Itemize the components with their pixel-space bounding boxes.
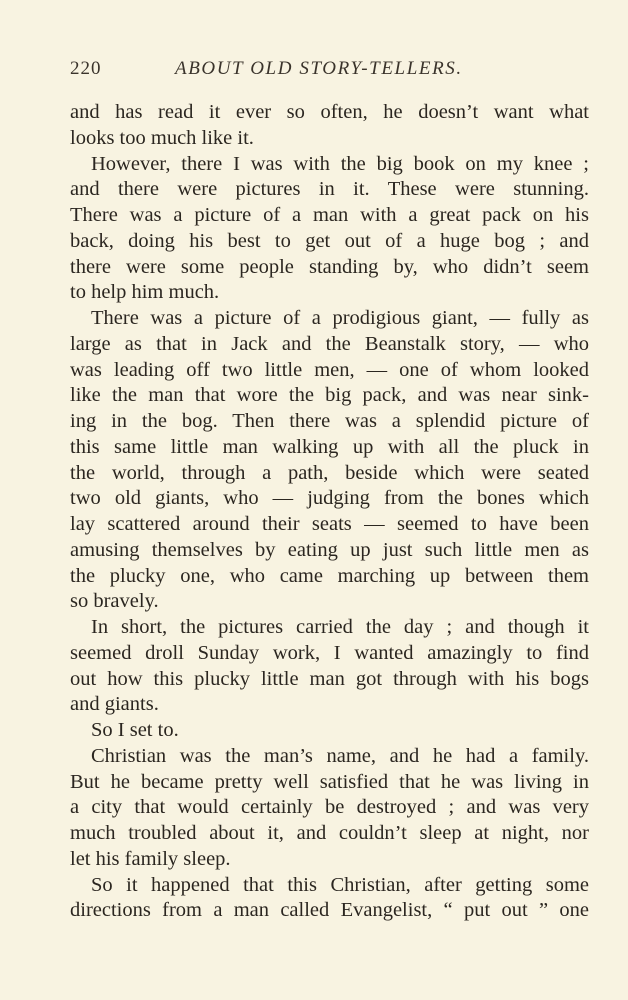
text-line: a city that would certainly be destroyed ; and was very [70, 796, 589, 819]
paragraph-first-line: Christian was the man’s name, and he had a family. [91, 744, 589, 767]
text-line: out how this plucky little man got through with his bogs [70, 667, 589, 690]
text-line: and has read it ever so often, he doesn’t want what [70, 101, 589, 123]
text-line: lay scattered around their seats — seemed to have been [70, 513, 589, 535]
text-line: and giants. [70, 693, 159, 716]
text-line: there were some people standing by, who didn’t seem [70, 255, 589, 278]
text-line: and there were pictures in it. These were stunning. [70, 178, 589, 201]
text-line: seemed droll Sunday work, I wanted amazingly to find [70, 641, 589, 664]
page-header [70, 56, 589, 82]
text-line: amusing themselves by eating up just such little men as [70, 538, 589, 561]
page-number: 220 [70, 58, 102, 79]
paragraph-first-line: There was a picture of a prodigious giant, — fully as [91, 307, 589, 329]
text-line: was leading off two little men, — one of whom looked [70, 358, 589, 381]
text-line: back, doing his best to get out of a huge bog ; and [70, 229, 589, 252]
text-line: two old giants, who — judging from the bones which [70, 487, 589, 510]
running-head: ABOUT OLD STORY-TELLERS. [175, 58, 463, 79]
paragraph-first-line: So I set to. [91, 719, 179, 741]
paragraph-first-line: However, there I was with the big book on my knee ; [91, 152, 589, 175]
text-line: this same little man walking up with all the pluck in [70, 435, 589, 458]
text-line: There was a picture of a man with a great pack on his [70, 204, 589, 226]
text-line: the plucky one, who came marching up between them [70, 564, 589, 587]
paragraph-first-line: In short, the pictures carried the day ; and though it [91, 616, 589, 638]
text-line: much troubled about it, and couldn’t sleep at night, nor [70, 822, 589, 844]
text-line: to help him much. [70, 281, 220, 304]
text-line: so bravely. [70, 590, 159, 613]
text-line: the world, through a path, beside which were seated [70, 461, 589, 484]
text-line: like the man that wore the big pack, and was near sink- [70, 384, 589, 407]
paragraph-first-line: So it happened that this Christian, after getting some [91, 873, 589, 896]
text-line: large as that in Jack and the Beanstalk story, — who [70, 332, 589, 355]
text-line: But he became pretty well satisfied that he was living in [70, 770, 589, 793]
body-text [70, 100, 589, 924]
text-line: looks too much like it. [70, 126, 254, 149]
text-line: let his family sleep. [70, 847, 231, 870]
text-line: directions from a man called Evangelist, “ put out ” one [70, 899, 589, 922]
text-line: ing in the bog. Then there was a splendid picture of [70, 410, 589, 432]
